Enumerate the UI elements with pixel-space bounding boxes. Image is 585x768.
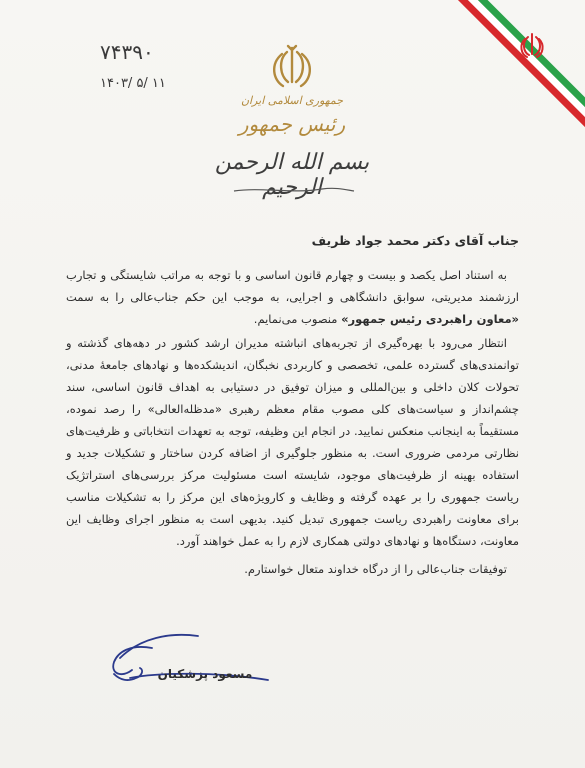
appointment-text: به استناد اصل یکصد و بیست و چهارم قانون اساسی و با توجه به مراتب شایستگی و تجارب ارزشمند مدیریتی، سوابق دانشگاهی و اجرایی، به موجب این حکم جناب‌عالی را به سمت xyxy=(66,268,519,304)
flag-stripe-green xyxy=(461,0,585,167)
salutation: جناب آقای دکتر محمد جواد ظریف xyxy=(311,233,519,248)
signature-icon xyxy=(100,618,270,708)
document-date: ۱۴۰۳/ ۵/ ۱۱ xyxy=(100,76,166,91)
iran-emblem-icon xyxy=(517,30,547,60)
appointment-title: «معاون راهبردی رئیس جمهور» xyxy=(341,312,519,326)
header-basmala: بسم الله الرحمن الرحیم xyxy=(214,150,370,200)
paragraph-expectations: انتظار می‌رود با بهره‌گیری از تجربه‌های انباشته مدیران ارشد کشور در دهه‌های گذشته و توانمندی‌های گسترده علمی، تخصصی و کاربردی نخبگان، اندیشکده‌ها و نهادهای جامعهٔ مدنی، تحولات کلان داخلی و بین‌المللی و میزان توفیق در دستیابی به اهداف قانون اساسی، سند چشم‌انداز و سیاست‌های کلی مصوب مقام معظم رهبری «مدظله‌العالی» را رصد نموده، مستقیماً به اینجانب منعکس نمایید. در انجام این وظیفه، توجه به تعهدات انتخاباتی و ظرفیت‌های نظارتی مردمی ضروری است. به منظور جلوگیری از اضافه کردن ساختار و تشکیلات جدید و استفاده بهینه از ظرفیت‌های موجود، شایسته است مسئولیت مرکز بررسی‌های استراتژیک ریاست جمهوری را بر عهده گرفته و وظایف و کارویژه‌های این مرکز را به تشکیلات مناسب برای معاونت راهبردی ریاست جمهوری تبدیل کنید. بدیهی است به منظور اجرای وظایف این معاونت، دستگاه‌ها و نهادهای دولتی همکاری لازم را به عمل خواهند آورد. xyxy=(66,336,519,548)
header-country: جمهوری اسلامی ایران xyxy=(240,94,344,107)
appointment-text-end: منصوب می‌نمایم. xyxy=(253,312,338,326)
document-number: ۷۴۳۹۰ xyxy=(100,40,154,64)
signer-name: مسعود پزشکیان xyxy=(157,667,253,681)
letter-body xyxy=(66,230,519,592)
basmala-flourish xyxy=(232,185,356,195)
iran-emblem-gold-icon xyxy=(264,42,320,92)
closing-line: توفیقات جناب‌عالی را از درگاه خداوند متعال خواستارم. xyxy=(244,562,507,576)
header-office: رئیس جمهور xyxy=(238,112,346,136)
paragraph-appointment xyxy=(66,264,519,330)
flag-ribbon xyxy=(384,0,585,201)
